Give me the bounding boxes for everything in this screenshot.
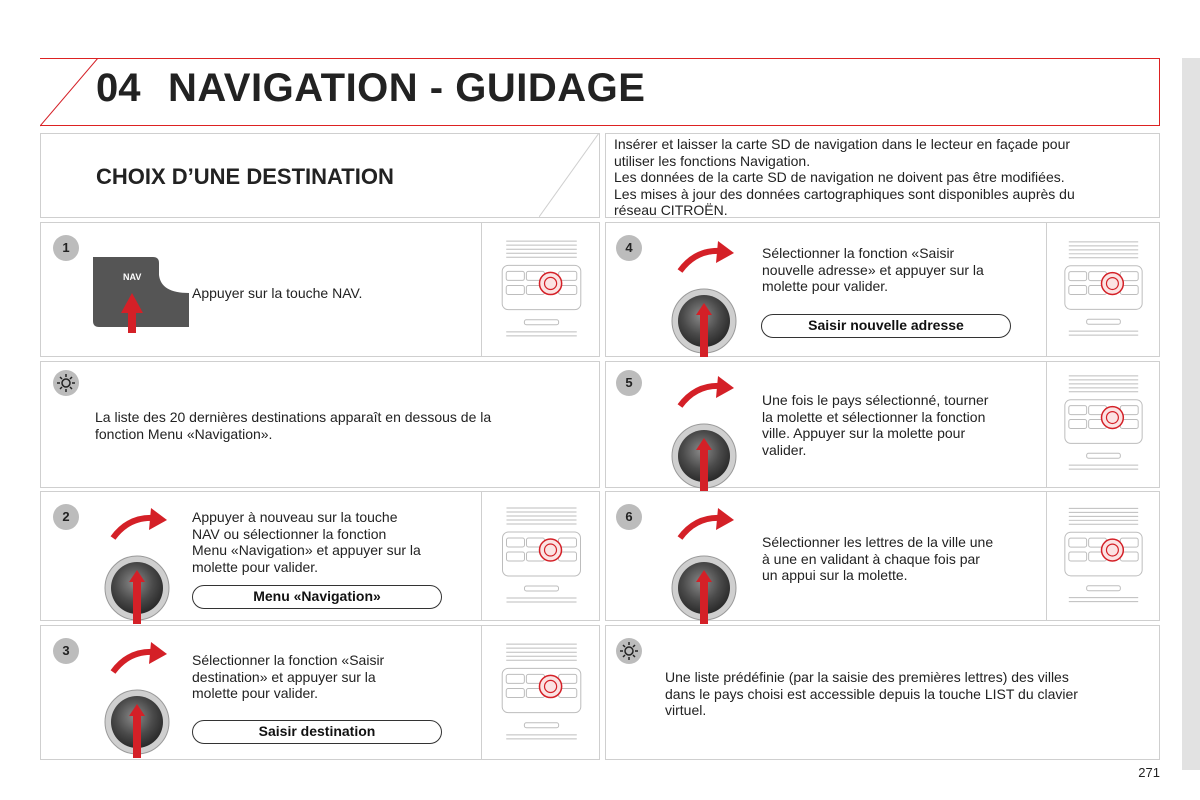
note-line: Les mises à jour des données cartographiques sont disponibles auprès du — [614, 185, 1075, 202]
header-corner — [40, 58, 100, 128]
rotary-knob-illustration — [670, 239, 740, 364]
tip-2-text — [665, 669, 1078, 719]
note-line: réseau CITROËN. — [614, 202, 728, 218]
step-1-card — [40, 222, 600, 357]
step-3-card — [40, 625, 600, 760]
step-number-badge: 2 — [53, 504, 79, 530]
step-number-badge: 6 — [616, 504, 642, 530]
rotary-knob-illustration — [670, 374, 740, 499]
step-1-text — [192, 285, 362, 302]
step-5-text — [762, 392, 988, 458]
sd-note-text — [614, 136, 1075, 219]
nav-button-label: NAV — [123, 272, 142, 282]
tip-text-line: Une liste prédéfinie (par la saisie des premières lettres) des villes — [665, 669, 1069, 685]
page-number: 271 — [1138, 765, 1160, 780]
rotary-knob-illustration — [103, 506, 173, 631]
note-line: Les données de la carte SD de navigation ne doivent pas être modifiées. — [614, 169, 1065, 185]
lightbulb-icon — [616, 638, 642, 664]
tip-text-line: virtuel. — [665, 702, 707, 718]
control-panel-illustration — [481, 626, 601, 759]
step-text-line: Menu «Navigation» et appuyer sur la — [192, 542, 421, 558]
step-text-line: un appui sur la molette. — [762, 567, 908, 583]
control-panel-illustration — [1046, 362, 1160, 487]
step-text-line: à une en validant à chaque fois par — [762, 550, 980, 567]
step-number-badge: 5 — [616, 370, 642, 396]
lightbulb-icon — [53, 370, 79, 396]
step-text-line: destination» et appuyer sur la — [192, 668, 376, 685]
tip-text-line: La liste des 20 dernières destinations apparaît en dessous de la — [95, 409, 492, 425]
step-4-card — [605, 222, 1160, 357]
step-2-card — [40, 491, 600, 621]
nav-button-illustration — [93, 253, 193, 333]
tip-text-line: dans le pays choisi est accessible depuis la touche LIST du clavier — [665, 685, 1078, 702]
saisir-nouvelle-adresse-pill: Saisir nouvelle adresse — [761, 314, 1011, 338]
step-2-text — [192, 509, 421, 575]
rotary-knob-illustration — [670, 506, 740, 631]
step-text-line: Appuyer à nouveau sur la touche — [192, 509, 398, 525]
step-text-line: molette pour valider. — [762, 278, 889, 294]
step-text-line: valider. — [762, 441, 807, 458]
step-text-line: molette pour valider. — [192, 558, 319, 575]
section-title-box — [40, 133, 600, 218]
control-panel-illustration — [481, 492, 601, 620]
step-text-line: molette pour valider. — [192, 685, 319, 701]
saisir-destination-pill: Saisir destination — [192, 720, 442, 744]
tip-1-card — [40, 361, 600, 488]
step-text-line: nouvelle adresse» et appuyer sur la — [762, 261, 984, 278]
chapter-title: NAVIGATION - GUIDAGE — [168, 66, 646, 110]
tip-2-card — [605, 625, 1160, 760]
sd-card-note — [605, 133, 1160, 218]
step-4-text — [762, 245, 984, 295]
step-text-line: la molette et sélectionner la fonction — [762, 408, 986, 425]
step-number-badge: 3 — [53, 638, 79, 664]
step-text-line: Sélectionner la fonction «Saisir — [762, 245, 955, 261]
control-panel-illustration — [1046, 223, 1160, 356]
rotary-knob-illustration — [103, 640, 173, 765]
chapter-number: 04 — [96, 66, 141, 110]
control-panel-illustration — [481, 223, 601, 356]
tip-text-line: fonction Menu «Navigation». — [95, 425, 273, 442]
step-text-line: Sélectionner les lettres de la ville une — [762, 534, 994, 550]
note-line: Insérer et laisser la carte SD de navigation dans le lecteur en façade pour — [614, 136, 1071, 152]
step-text-line: Sélectionner la fonction «Saisir — [192, 652, 385, 668]
menu-navigation-pill: Menu «Navigation» — [192, 585, 442, 609]
step-text-line: ville. Appuyer sur la molette pour — [762, 425, 966, 441]
step-6-text — [762, 534, 993, 584]
tip-1-text — [95, 409, 491, 442]
step-3-text — [192, 652, 384, 702]
side-tab — [1182, 58, 1200, 770]
step-number-badge: 4 — [616, 235, 642, 261]
step-number-badge: 1 — [53, 235, 79, 261]
step-text-line: NAV ou sélectionner la fonction — [192, 525, 387, 542]
note-line: utiliser les fonctions Navigation. — [614, 152, 811, 169]
step-5-card — [605, 361, 1160, 488]
step-text-line: Une fois le pays sélectionné, tourner — [762, 392, 989, 408]
title-box-corner — [539, 133, 599, 217]
step-text-line: Appuyer sur la touche NAV. — [192, 285, 363, 301]
section-title: CHOIX D’UNE DESTINATION — [96, 164, 394, 189]
control-panel-illustration — [1046, 492, 1160, 620]
step-6-card — [605, 491, 1160, 621]
